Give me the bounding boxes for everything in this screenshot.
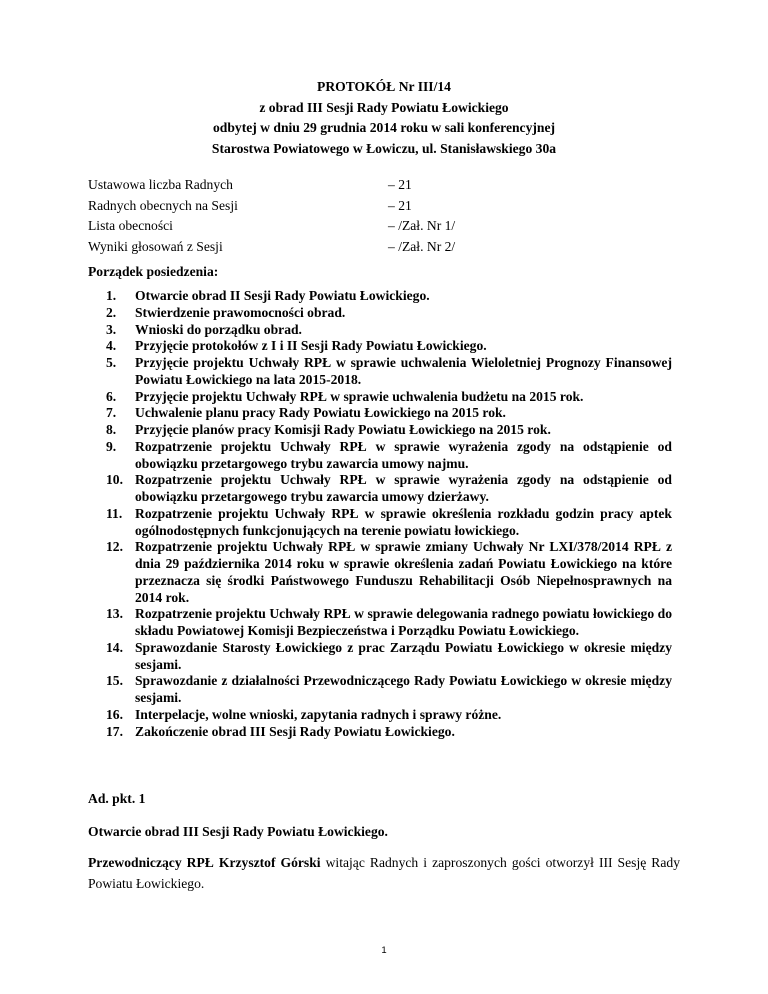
agenda-item-number: 13. xyxy=(106,606,123,622)
stat-value: – 21 xyxy=(388,197,412,213)
agenda-item-text: Przyjęcie projektu Uchwały RPŁ w sprawie uchwalenia Wieloletniej Prognozy Finansowej Powiatu Łowickiego na lata 2015-2018. xyxy=(135,355,672,387)
stat-label: Radnych obecnych na Sesji xyxy=(88,197,238,213)
session-title: z obrad III Sesji Rady Powiatu Łowickiego xyxy=(259,99,509,115)
agenda-title: Porządek posiedzenia: xyxy=(88,264,219,279)
agenda-item-number: 4. xyxy=(106,338,117,354)
stat-value: – 21 xyxy=(388,177,412,192)
agenda-item xyxy=(106,506,672,540)
agenda-item xyxy=(106,472,672,506)
agenda-item-number: 1. xyxy=(106,288,117,303)
agenda-item-text: Rozpatrzenie projektu Uchwały RPŁ w sprawie wyrażenia zgody na odstąpienie od obowiązku przetargowego trybu zawarcia umowy dzierżawy. xyxy=(135,472,672,504)
agenda-item-text: Przyjęcie planów pracy Komisji Rady Powiatu Łowickiego na 2015 rok. xyxy=(135,422,551,437)
agenda-item xyxy=(106,439,672,473)
agenda-item-text: Rozpatrzenie projektu Uchwały RPŁ w sprawie zmiany Uchwały Nr LXI/378/2014 RPŁ z dnia 29 października 2014 roku w sprawie określenia zadań Powiatu Łowickiego na które przeznacza się środki Państwowego Funduszu Rehabilitacji Osób Niepełnosprawnych na 2014 rok. xyxy=(135,539,672,605)
stat-row xyxy=(88,196,680,217)
agenda-item-number: 2. xyxy=(106,304,117,320)
agenda-item-text: Otwarcie obrad II Sesji Rady Powiatu Łowickiego. xyxy=(135,288,430,303)
document-header xyxy=(88,77,680,159)
agenda-item-text: Stwierdzenie prawomocności obrad. xyxy=(135,304,346,320)
agenda-item-text: Sprawozdanie Starosty Łowickiego z prac Zarządu Powiatu Łowickiego w okresie między sesjami. xyxy=(135,639,672,672)
attendance-stats xyxy=(88,175,680,257)
section-paragraph xyxy=(88,852,680,894)
agenda-item-text: Rozpatrzenie projektu Uchwały RPŁ w sprawie wyrażenia zgody na odstąpienie od obowiązku przetargowego trybu zawarcia umowy najmu. xyxy=(135,438,672,471)
session-date-line: odbytej w dniu 29 grudnia 2014 roku w sali konferencyjnej xyxy=(212,120,556,135)
agenda-item xyxy=(106,355,672,389)
agenda-item xyxy=(106,288,672,305)
agenda-item-number: 11. xyxy=(106,505,123,521)
agenda-item xyxy=(106,724,672,741)
session-location: Starostwa Powiatowego w Łowiczu, ul. Stanisławskiego 30a xyxy=(211,140,557,156)
agenda-item-number: 10. xyxy=(106,472,123,488)
agenda-item-number: 7. xyxy=(106,405,117,421)
agenda-item xyxy=(106,539,672,606)
agenda-item-number: 14. xyxy=(106,639,123,655)
agenda-item-text: Interpelacje, wolne wnioski, zapytania radnych i sprawy różne. xyxy=(135,706,502,722)
agenda-item xyxy=(106,305,672,322)
stat-label: Wyniki głosowań z Sesji xyxy=(88,238,223,254)
agenda-item-text: Sprawozdanie z działalności Przewodniczącego Rady Powiatu Łowickiego w okresie między sesjami. xyxy=(135,673,672,705)
section-point-label: Ad. pkt. 1 xyxy=(88,791,146,806)
agenda-item-number: 16. xyxy=(106,706,123,722)
agenda-item-number: 15. xyxy=(106,673,123,689)
agenda-item-number: 6. xyxy=(106,388,117,404)
agenda-item-text: Zakończenie obrad III Sesji Rady Powiatu Łowickiego. xyxy=(135,723,455,739)
speaker-name: Przewodniczący RPŁ Krzysztof Górski xyxy=(88,855,321,870)
agenda-item-number: 8. xyxy=(106,422,117,437)
agenda-item-text: Rozpatrzenie projektu Uchwały RPŁ w sprawie określenia rozkładu godzin pracy aptek ogólnodostępnych funkcjonujących na terenie powiatu łowickiego. xyxy=(135,505,672,538)
agenda-item-text: Przyjęcie projektu Uchwały RPŁ w sprawie uchwalenia budżetu na 2015 rok. xyxy=(135,388,584,404)
stat-row xyxy=(88,237,680,258)
agenda-item xyxy=(106,338,672,355)
stat-label: Ustawowa liczba Radnych xyxy=(88,177,233,192)
agenda-item xyxy=(106,606,672,640)
stat-row xyxy=(88,175,680,196)
agenda-item xyxy=(106,405,672,422)
agenda-item xyxy=(106,707,672,724)
page-number: 1 xyxy=(381,945,387,956)
agenda-item-text: Uchwalenie planu pracy Rady Powiatu Łowickiego na 2015 rok. xyxy=(135,405,506,421)
agenda-item xyxy=(106,322,672,339)
agenda-item xyxy=(106,389,672,406)
protocol-number: PROTOKÓŁ Nr III/14 xyxy=(317,79,451,94)
agenda-item-number: 5. xyxy=(106,355,117,370)
agenda-item-text: Wnioski do porządku obrad. xyxy=(135,321,302,337)
agenda-item-number: 17. xyxy=(106,723,123,739)
section-title: Otwarcie obrad III Sesji Rady Powiatu Łowickiego. xyxy=(88,824,388,839)
stat-row xyxy=(88,216,680,237)
agenda-item-text: Rozpatrzenie projektu Uchwały RPŁ w sprawie delegowania radnego powiatu łowickiego do składu Powiatowej Komisji Bezpieczeństwa i Porządku Powiatu Łowickiego. xyxy=(135,606,672,638)
agenda-item-number: 3. xyxy=(106,321,117,337)
agenda-item-text: Przyjęcie protokołów z I i II Sesji Rady Powiatu Łowickiego. xyxy=(135,338,487,354)
agenda-item xyxy=(106,640,672,674)
stat-value: – /Zał. Nr 1/ xyxy=(388,218,456,233)
agenda-item xyxy=(106,422,672,439)
agenda-item-number: 9. xyxy=(106,438,117,454)
agenda-list xyxy=(106,288,672,740)
agenda-item-number: 12. xyxy=(106,539,123,555)
agenda-item xyxy=(106,673,672,707)
stat-value: – /Zał. Nr 2/ xyxy=(388,238,456,254)
paragraph-text: witając Radnych i zaproszonych gości otworzył III Sesję Rady Powiatu Łowickiego. xyxy=(88,855,680,891)
stat-label: Lista obecności xyxy=(88,218,173,233)
